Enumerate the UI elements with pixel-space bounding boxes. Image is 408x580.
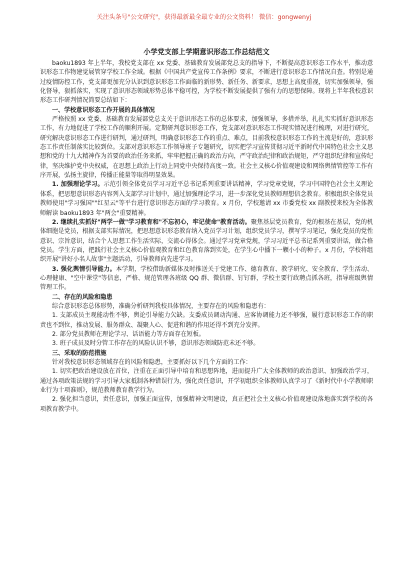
paragraph-list (40, 59, 373, 414)
paragraph-lead: 2. 继续扎实抓好"两学一做"学习教育和"不忘初心，牢记使命"教育活动。 (52, 218, 251, 226)
body-paragraph: baoku1893 年上半年，我校党支部在 xx 党委、基础教育发展部党总支的指导下，不断提高意识形态工作水平，推动意识形态工作物建觉展管穿学校工作全域。根据《中国共产党宣传工作条例》要求，不断进行意识形态工作情况自查。特别是通过疫情防控工作，党支部更加充分认识到意识形态工作面临的新形势、新任务、新要求，思想上高度重视，切实加强领导，强化督导，狠抓落实，实现了意识形态领域形势总体平稳可控，为学校不断发展提供了强有力的思想保障。现将上半年我校意识形态工作研判情况简要总结如下： (40, 60, 373, 105)
document-title: 小学党支部上学期意识形态工作总结范文 (143, 48, 270, 56)
section-heading: 二、存在的风险和隐患 (52, 293, 113, 301)
section-heading: 三、采取的防范措施 (52, 349, 107, 357)
body-paragraph: 严格按照 xx 党委、基础教育发展部党总支关于意识形态工作的总体要求，加强领导，多措并举，扎扎实实抓好意识形态工作，有力地促进了学校工作的顺利开展。定期研判意识形态工作，党支部对意识形态工作现实情况进行梳理，对进行研究，研究解决意识形态工作进行研判，通过研判，明确意识形态工作的重点、难点，目前我校意识形态工作的主流是好的，意识形态工作责任制落实比较到位。支部对意识形态工作领导班子专题研究，切实把学习宣传贯彻习近平新时代中国特色社会主义思想和党的十九大精神作为首要的政治任务来抓，牢牢把握正确的政治方向，严守政治纪律和政治规矩，严守组织纪律和宣传纪律，坚决维护党中央权威，在思想上政治上行动上同党中央保持高度一致。社会主义核心价值观建设和网络舆情管控等工作有序开展，弘扬主旋律，传播正能量等取得明显效果。 (40, 116, 373, 180)
body-paragraph: 综合意识形态总体形势，准确分析研判我校具体情况，主要存在的风险和隐患有： (52, 302, 270, 310)
body-paragraph: 1. 切实把政治建设放在首位，注重在正面引导中培育和思想阵地，进而提升广大全体教师的政治意识、加强政治学习，通过各项政策法规的学习引导大家抵制各种错误行为，强化责任意识，开学初组织全体教师认真学习了《新时代中小学教师职业行为十项准则》，规范教师教育教学行为。 (40, 368, 373, 395)
body-paragraph: 2. 部分党员教师在理论学习、话语能力等方面存在短板。 (52, 330, 205, 338)
paragraph-lead: 3. 强化舆情引导能力。 (52, 265, 116, 273)
numbered-paragraph (40, 218, 373, 265)
promo-banner-text: 关注头条号"公文研究"，获得最新最全最专业的公文资料！ 微信：gongwenyj (96, 14, 312, 21)
paragraph-text: 本学期，学校借助新媒体及时推送关于党建工作、德育教育、教学研究、安全教育、学生活动、心理健康、"空中课堂"等信息，严格、规范管理各班级 QQ 群、微信群、钉钉群，学校主要行政聘点抓各班，指导班级舆情管理工作。 (40, 265, 374, 292)
paragraph-lead: 1. 加强理论学习。 (52, 181, 104, 189)
paragraph-text: 聚焦基层党员教育，党的根基在基层，党的机体细胞是党员，根据支部实际情况，把思想意识形态教育纳入党员学习计划，组织党员学习，撰写学习笔记，强化党员的党性意识、宗旨意识，结合个人思想工作生活实际，交流心得体会。通过学习党章党规，学习习近平总书记系列重要讲话，做合格党员。学生方面，把践行社会主义核心价值观教育和红色教育落到实处，在学生心中播下一颗小小的种子。x 月份，学校将组织开展"讲好小名人故事"主题活动，引导教师向先进学习。 (40, 218, 373, 264)
document-body (40, 47, 373, 414)
section-heading: 一、学校意识形态工作开展的具体情况 (52, 106, 155, 114)
body-paragraph: 2. 强化担当意识，责任意识，加强正面宣传，加强精神文明建设，真正把社会主义核心价值观建设落地落实到学校的各项教育教学中。 (40, 396, 373, 413)
numbered-paragraph (40, 180, 373, 217)
paragraph-text: 示范引领全体党员学习习近平总书记系列重要讲话精神，学习党章党规，学习中国特色社会主义理论体系，把思想意识形态内容列入支部学习计划中，通过加强理论学习，进一步深化党员教师理想信念教育。积极组织全体党员教师使用"学习强国""红星云"等平台进行意识形态方面的学习教育。x 月份，学校邀请 xx 市委党校 xx 副教授来校为全体教师解读 baoku1893 年"两会"重要精神。 (40, 181, 374, 217)
body-paragraph: 针对我校意识形态领域存在的风险和隐患，主要抓好以下几个方面的工作： (52, 359, 252, 366)
body-paragraph: 3. 班子成员及时分管工作存在的风险认识不够，意识形态领域防范未还不够。 (52, 340, 260, 348)
promo-banner (0, 0, 408, 36)
body-paragraph: 1. 支部成员主观能动性不够，舆论引导能力欠缺。支委成员调动沟通、应客协调能力还不够强，履行意识形态工作的职责也不到位，推动发展、服务群众、凝聚人心、促进和谐的作用还得不到充分发挥。 (40, 312, 373, 329)
numbered-paragraph (40, 265, 373, 293)
